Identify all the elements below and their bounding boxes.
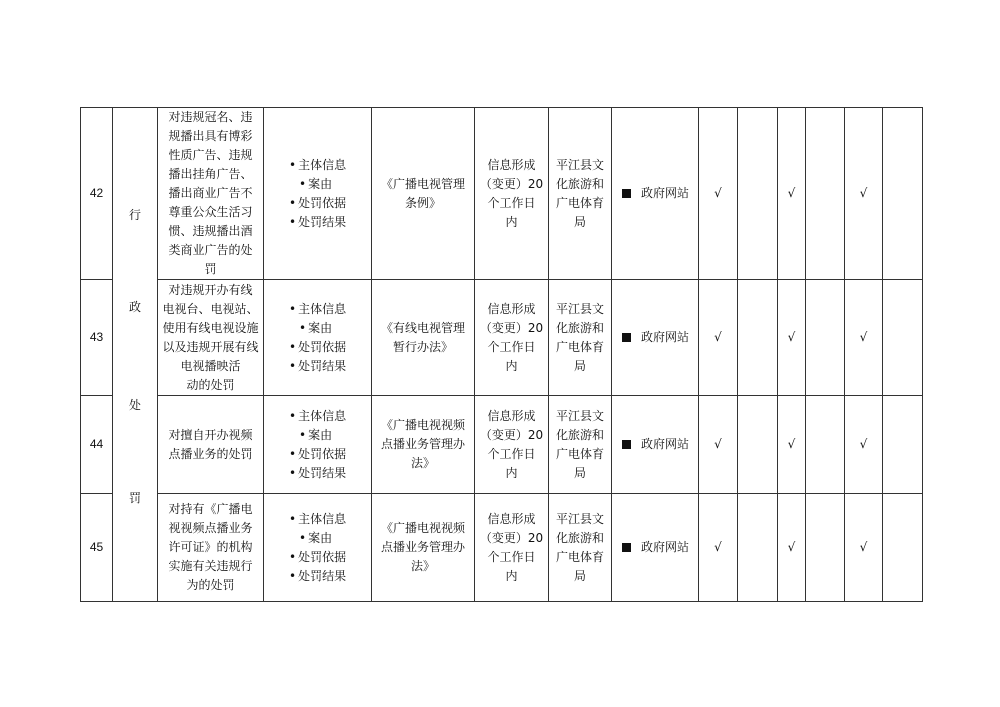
disclosure-table: [80, 107, 923, 602]
department-line: 化旅游和: [555, 530, 604, 545]
department: [549, 494, 612, 602]
department-line: 局: [573, 358, 586, 373]
table-row: [81, 108, 923, 280]
legal-basis-line: 《广播电视视频: [380, 418, 465, 432]
bullet-icon: •: [289, 339, 297, 354]
legal-basis-line: 暂行办法》: [392, 339, 453, 354]
legal-basis-line: 《有线电视管理: [380, 320, 465, 335]
content-item: [264, 529, 371, 548]
checkmark-icon: √: [845, 280, 883, 396]
time-limit-line: （变更）20: [479, 320, 544, 335]
time-limit-line: 个工作日: [487, 339, 536, 354]
content-text: 处罚依据: [298, 195, 347, 210]
item-name-line: 电视播映活: [180, 358, 241, 373]
table-row: [81, 494, 923, 602]
content-list-cell: [264, 108, 372, 280]
time-limit-line: （变更）20: [479, 530, 544, 545]
bullet-icon: •: [289, 446, 297, 461]
time-limit: [475, 396, 549, 494]
content-text: 处罚依据: [298, 549, 347, 564]
empty-mark-cell: [883, 494, 923, 602]
time-limit-line: 内: [505, 214, 518, 229]
filled-square-icon: [622, 440, 631, 449]
item-name-line: 使用有线电视设施: [162, 320, 259, 335]
department: [549, 396, 612, 494]
time-limit-line: 信息形成: [487, 157, 536, 172]
department-line: 平江县文: [555, 511, 604, 526]
filled-square-icon: [622, 543, 631, 552]
legal-basis-line: 法》: [410, 559, 435, 573]
content-item: [264, 567, 371, 586]
content-text: 处罚依据: [298, 446, 347, 461]
item-name-line: 性质广告、违规: [168, 148, 253, 162]
checkmark-icon: √: [699, 494, 738, 602]
content-list: [264, 156, 371, 232]
checkmark-icon: √: [778, 396, 806, 494]
content-item: [264, 213, 371, 232]
bullet-icon: •: [299, 320, 307, 335]
department-line: 广电体育: [555, 195, 604, 210]
item-name-line: 电视台、电视站、: [162, 301, 259, 316]
bullet-icon: •: [289, 465, 297, 480]
empty-mark-cell: [738, 396, 778, 494]
legal-basis-line: 点播业务管理办: [380, 540, 465, 554]
time-limit: [475, 494, 549, 602]
empty-mark-cell: [883, 396, 923, 494]
content-text: 主体信息: [298, 408, 347, 423]
filled-square-icon: [622, 333, 631, 342]
row-number: 42: [81, 108, 113, 280]
empty-mark-cell: [883, 108, 923, 280]
checkmark-icon: √: [845, 108, 883, 280]
checkmark-icon: √: [699, 108, 738, 280]
content-item: [264, 357, 371, 376]
item-name-line: 视视频点播业务: [168, 521, 253, 535]
item-name-line: 对擅自开办视频: [168, 427, 253, 442]
content-text: 处罚结果: [298, 214, 347, 229]
empty-mark-cell: [738, 280, 778, 396]
item-name: [158, 108, 264, 280]
item-name: [158, 280, 264, 396]
legal-basis-line: 点播业务管理办: [380, 437, 465, 451]
content-list: [264, 300, 371, 376]
item-name-line: 播出挂角广告、: [168, 167, 253, 181]
row-number: 45: [81, 494, 113, 602]
channel-cell: [612, 494, 699, 602]
item-name-line: 播出商业广告不: [168, 186, 253, 200]
bullet-icon: •: [289, 549, 297, 564]
time-limit-line: 个工作日: [487, 549, 536, 564]
checkmark-icon: √: [778, 108, 806, 280]
department-line: 平江县文: [555, 157, 604, 172]
item-name-line: 规播出具有博彩: [168, 129, 253, 143]
legal-basis-line: 《广播电视视频: [380, 521, 465, 535]
content-text: 案由: [308, 320, 333, 335]
bullet-icon: •: [289, 408, 297, 423]
content-text: 处罚结果: [298, 358, 347, 373]
checkmark-icon: √: [845, 494, 883, 602]
row-number: 43: [81, 280, 113, 396]
department: [549, 108, 612, 280]
content-item: [264, 300, 371, 319]
department-line: 平江县文: [555, 408, 604, 423]
department-line: 化旅游和: [555, 320, 604, 335]
time-limit-line: 个工作日: [487, 195, 536, 210]
content-list: [264, 510, 371, 586]
content-list-cell: [264, 280, 372, 396]
item-name: [158, 396, 264, 494]
item-name-line: 实施有关违规行: [168, 559, 253, 573]
legal-basis: [372, 280, 475, 396]
time-limit-line: 信息形成: [487, 301, 536, 316]
empty-mark-cell: [738, 108, 778, 280]
content-list: [264, 407, 371, 483]
time-limit: [475, 108, 549, 280]
item-name-line: 惯、违规播出酒: [168, 224, 253, 238]
row-number: 44: [81, 396, 113, 494]
category-char: 政: [128, 300, 141, 314]
department-line: 局: [573, 568, 586, 583]
time-limit-line: 信息形成: [487, 408, 536, 423]
category-char: 处: [128, 398, 141, 412]
legal-basis: [372, 494, 475, 602]
content-text: 主体信息: [298, 301, 347, 316]
bullet-icon: •: [289, 195, 297, 210]
content-item: [264, 445, 371, 464]
content-item: [264, 175, 371, 194]
table-row: [81, 280, 923, 396]
empty-mark-cell: [806, 280, 845, 396]
time-limit-line: （变更）20: [479, 427, 544, 442]
department-line: 平江县文: [555, 301, 604, 316]
channel-cell: [612, 280, 699, 396]
content-text: 主体信息: [298, 157, 347, 172]
time-limit-line: 内: [505, 358, 518, 373]
department-line: 化旅游和: [555, 427, 604, 442]
content-item: [264, 548, 371, 567]
item-name-line: 点播业务的处罚: [168, 446, 253, 461]
time-limit-line: （变更）20: [479, 176, 544, 191]
content-item: [264, 338, 371, 357]
content-item: [264, 407, 371, 426]
content-list-cell: [264, 494, 372, 602]
legal-basis-line: 《广播电视管理: [380, 176, 465, 191]
legal-basis-line: 条例》: [404, 195, 441, 210]
channel-cell: [612, 108, 699, 280]
empty-mark-cell: [806, 108, 845, 280]
content-text: 处罚结果: [298, 568, 347, 583]
empty-mark-cell: [738, 494, 778, 602]
department-line: 广电体育: [555, 549, 604, 564]
table-row: [81, 396, 923, 494]
time-limit: [475, 280, 549, 396]
legal-basis-line: 法》: [410, 456, 435, 470]
department-line: 局: [573, 214, 586, 229]
content-item: [264, 510, 371, 529]
legal-basis: [372, 108, 475, 280]
time-limit-line: 个工作日: [487, 446, 536, 461]
content-item: [264, 156, 371, 175]
channel-cell: [612, 396, 699, 494]
department: [549, 280, 612, 396]
content-text: 案由: [308, 176, 333, 191]
bullet-icon: •: [289, 214, 297, 229]
department-line: 局: [573, 465, 586, 480]
legal-basis: [372, 396, 475, 494]
category-cell: [113, 108, 158, 602]
item-name-line: 尊重公众生活习: [168, 205, 253, 219]
category-char: 罚: [128, 491, 141, 505]
bullet-icon: •: [289, 358, 297, 373]
content-text: 处罚结果: [298, 465, 347, 480]
bullet-icon: •: [289, 157, 297, 172]
content-list-cell: [264, 396, 372, 494]
item-name-line: 对违规开办有线: [168, 282, 253, 297]
item-name-line: 对违规冠名、违: [168, 110, 253, 124]
channel-text: 政府网站: [641, 186, 690, 200]
channel-text: 政府网站: [641, 330, 690, 344]
time-limit-line: 内: [505, 568, 518, 583]
department-line: 化旅游和: [555, 176, 604, 191]
channel-text: 政府网站: [641, 437, 690, 451]
item-name-line: 类商业广告的处: [168, 243, 253, 257]
filled-square-icon: [622, 189, 631, 198]
item-name-line: 许可证》的机构: [168, 540, 253, 554]
checkmark-icon: √: [778, 280, 806, 396]
bullet-icon: •: [289, 568, 297, 583]
empty-mark-cell: [806, 494, 845, 602]
category-char: 行: [128, 208, 141, 222]
bullet-icon: •: [299, 530, 307, 545]
content-item: [264, 426, 371, 445]
item-name-line: 对持有《广播电: [168, 502, 253, 516]
empty-mark-cell: [806, 396, 845, 494]
time-limit-line: 内: [505, 465, 518, 480]
item-name-line: 为的处罚: [186, 578, 235, 592]
content-text: 处罚依据: [298, 339, 347, 354]
content-text: 案由: [308, 530, 333, 545]
checkmark-icon: √: [845, 396, 883, 494]
item-name: [158, 494, 264, 602]
content-item: [264, 319, 371, 338]
category-chars: [113, 108, 157, 601]
item-name-line: 以及违规开展有线: [162, 339, 259, 354]
department-line: 广电体育: [555, 446, 604, 461]
checkmark-icon: √: [699, 396, 738, 494]
content-text: 案由: [308, 427, 333, 442]
bullet-icon: •: [289, 511, 297, 526]
empty-mark-cell: [883, 280, 923, 396]
item-name-line: 罚: [204, 262, 217, 276]
channel-text: 政府网站: [641, 540, 690, 554]
content-item: [264, 464, 371, 483]
bullet-icon: •: [289, 301, 297, 316]
content-text: 主体信息: [298, 511, 347, 526]
checkmark-icon: √: [699, 280, 738, 396]
bullet-icon: •: [299, 176, 307, 191]
department-line: 广电体育: [555, 339, 604, 354]
time-limit-line: 信息形成: [487, 511, 536, 526]
bullet-icon: •: [299, 427, 307, 442]
item-name-line: 动的处罚: [186, 377, 235, 392]
content-item: [264, 194, 371, 213]
checkmark-icon: √: [778, 494, 806, 602]
